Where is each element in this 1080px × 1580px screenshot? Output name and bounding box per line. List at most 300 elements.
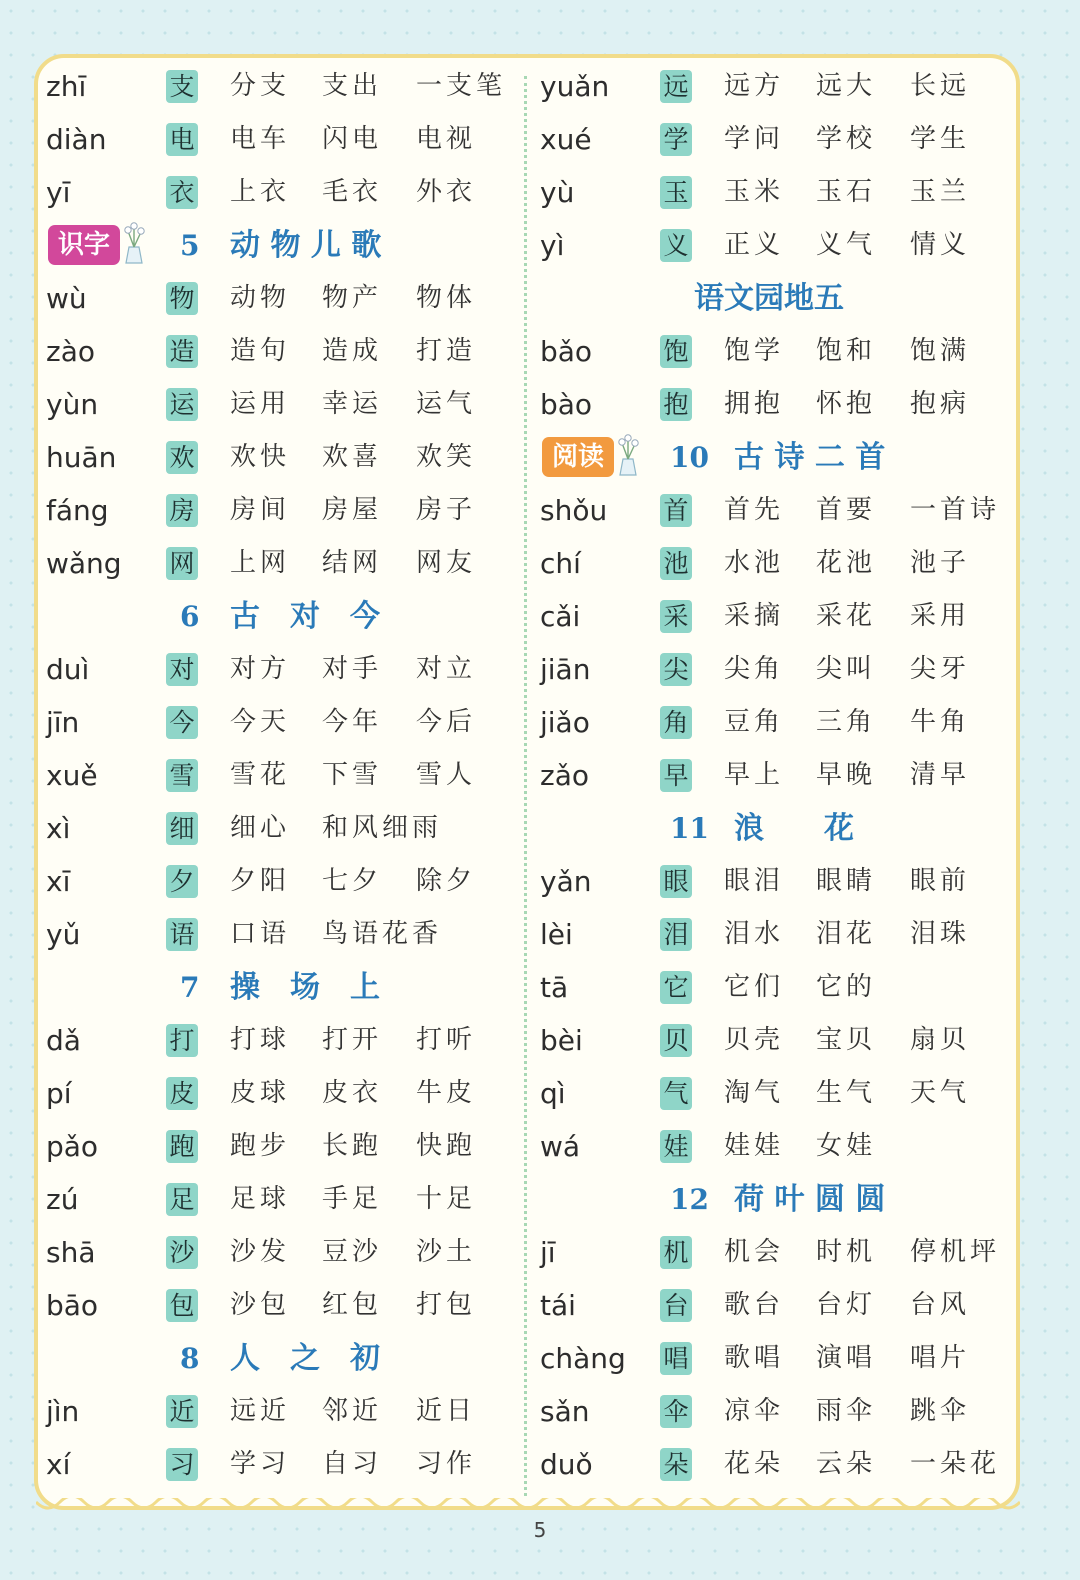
word: 它的 xyxy=(816,972,877,1002)
character-box: 衣 xyxy=(166,176,198,209)
character-box: 足 xyxy=(166,1183,198,1216)
character-box: 语 xyxy=(166,918,198,951)
word: 房间 xyxy=(230,495,291,525)
lesson-heading xyxy=(538,272,1006,325)
vocab-row xyxy=(538,590,1006,643)
word: 贝壳 xyxy=(724,1025,785,1055)
vocab-row xyxy=(44,60,512,113)
word: 扇贝 xyxy=(910,1025,971,1055)
word: 尖牙 xyxy=(910,654,971,684)
word: 采花 xyxy=(816,601,877,631)
vocab-row xyxy=(538,961,1006,1014)
vocab-row xyxy=(44,272,512,325)
vocab-row xyxy=(538,1438,1006,1491)
character-box: 池 xyxy=(660,547,692,580)
vocab-row xyxy=(44,696,512,749)
word: 清早 xyxy=(910,760,971,790)
word: 泪花 xyxy=(816,919,877,949)
word: 尖叫 xyxy=(816,654,877,684)
word: 欢快 xyxy=(230,442,291,472)
lesson-title: 操 场 上 xyxy=(230,970,380,1005)
character-box: 包 xyxy=(166,1289,198,1322)
word: 打开 xyxy=(322,1025,383,1055)
word: 牛皮 xyxy=(416,1078,477,1108)
word: 一支笔 xyxy=(416,71,507,101)
word: 造句 xyxy=(230,336,291,366)
vocab-row xyxy=(44,1279,512,1332)
word: 学问 xyxy=(724,124,785,154)
word: 夕阳 xyxy=(230,866,291,896)
word: 对立 xyxy=(416,654,477,684)
lesson-number: 10 xyxy=(670,441,709,474)
word: 豆沙 xyxy=(322,1237,383,1267)
character-box: 物 xyxy=(166,282,198,315)
vocab-row xyxy=(44,1385,512,1438)
character-box: 夕 xyxy=(166,865,198,898)
character-box: 抱 xyxy=(660,388,692,421)
word: 房屋 xyxy=(322,495,383,525)
character-box: 细 xyxy=(166,812,198,845)
character-box: 贝 xyxy=(660,1024,692,1057)
word: 运用 xyxy=(230,389,291,419)
vocab-row xyxy=(538,484,1006,537)
vocab-row xyxy=(538,378,1006,431)
word: 抱病 xyxy=(910,389,971,419)
word: 一朵花 xyxy=(910,1449,1001,1479)
word: 首先 xyxy=(724,495,785,525)
word: 豆角 xyxy=(724,707,785,737)
word: 跳伞 xyxy=(910,1396,971,1426)
word: 欢喜 xyxy=(322,442,383,472)
word: 三角 xyxy=(816,707,877,737)
word: 沙土 xyxy=(416,1237,477,1267)
pinyin: yǎn xyxy=(540,865,592,898)
vocab-row xyxy=(44,113,512,166)
vocab-row xyxy=(538,1120,1006,1173)
lesson-title: 荷 叶 圆 圆 xyxy=(734,1182,886,1217)
character-box: 房 xyxy=(166,494,198,527)
word: 上网 xyxy=(230,548,291,578)
word: 房子 xyxy=(416,495,477,525)
pinyin: yùn xyxy=(46,388,99,421)
lesson-number: 5 xyxy=(180,229,200,262)
word: 采用 xyxy=(910,601,971,631)
word: 手足 xyxy=(322,1184,383,1214)
lesson-number: 7 xyxy=(180,971,200,1004)
vocab-row xyxy=(538,643,1006,696)
word: 一首诗 xyxy=(910,495,1001,525)
vocab-row xyxy=(44,431,512,484)
character-box: 眼 xyxy=(660,865,692,898)
word: 花池 xyxy=(816,548,877,578)
word: 红包 xyxy=(322,1290,383,1320)
word: 鸟语花香 xyxy=(322,919,443,949)
pinyin: xī xyxy=(46,865,71,898)
word: 唱片 xyxy=(910,1343,971,1373)
word: 正义 xyxy=(724,230,785,260)
word: 早上 xyxy=(724,760,785,790)
lesson-title: 人 之 初 xyxy=(230,1341,380,1376)
vocab-row xyxy=(538,696,1006,749)
character-box: 采 xyxy=(660,600,692,633)
lesson-title: 语文园地五 xyxy=(694,281,844,316)
word: 皮衣 xyxy=(322,1078,383,1108)
lesson-title: 古 对 今 xyxy=(230,599,380,634)
pinyin: chàng xyxy=(540,1342,626,1375)
vocab-row xyxy=(44,378,512,431)
word: 邻近 xyxy=(322,1396,383,1426)
word: 远方 xyxy=(724,71,785,101)
lesson-title: 古 诗 二 首 xyxy=(734,440,886,475)
vocab-row xyxy=(44,855,512,908)
pinyin: pí xyxy=(46,1077,72,1110)
lesson-number: 6 xyxy=(180,600,200,633)
character-box: 机 xyxy=(660,1236,692,1269)
vocab-row xyxy=(538,113,1006,166)
character-box: 运 xyxy=(166,388,198,421)
word: 饱满 xyxy=(910,336,971,366)
pinyin: qì xyxy=(540,1077,566,1110)
word: 皮球 xyxy=(230,1078,291,1108)
pinyin: tā xyxy=(540,971,569,1004)
vocab-row xyxy=(44,1226,512,1279)
character-box: 尖 xyxy=(660,653,692,686)
vocab-row xyxy=(538,60,1006,113)
vocab-row xyxy=(538,1332,1006,1385)
word: 花朵 xyxy=(724,1449,785,1479)
word: 雪人 xyxy=(416,760,477,790)
pinyin: zào xyxy=(46,335,95,368)
pinyin: wǎng xyxy=(46,547,122,580)
pinyin: xí xyxy=(46,1448,71,1481)
pinyin: diàn xyxy=(46,123,107,156)
character-box: 唱 xyxy=(660,1342,692,1375)
character-box: 今 xyxy=(166,706,198,739)
word: 台风 xyxy=(910,1290,971,1320)
word: 支出 xyxy=(322,71,383,101)
word: 天气 xyxy=(910,1078,971,1108)
word: 早晚 xyxy=(816,760,877,790)
word: 眼前 xyxy=(910,866,971,896)
word: 沙发 xyxy=(230,1237,291,1267)
section-badge: 阅读 xyxy=(542,437,614,477)
word: 牛角 xyxy=(910,707,971,737)
pinyin: lèi xyxy=(540,918,573,951)
word: 下雪 xyxy=(322,760,383,790)
pinyin: duì xyxy=(46,653,90,686)
word: 远近 xyxy=(230,1396,291,1426)
pinyin: wá xyxy=(540,1130,581,1163)
section-badge: 识字 xyxy=(48,225,120,265)
word: 长跑 xyxy=(322,1131,383,1161)
word: 泪水 xyxy=(724,919,785,949)
word: 娃娃 xyxy=(724,1131,785,1161)
word: 台灯 xyxy=(816,1290,877,1320)
word: 今天 xyxy=(230,707,291,737)
word: 电视 xyxy=(416,124,477,154)
character-box: 伞 xyxy=(660,1395,692,1428)
word: 打球 xyxy=(230,1025,291,1055)
pinyin: xì xyxy=(46,812,71,845)
lesson-heading xyxy=(44,1332,512,1385)
word: 动物 xyxy=(230,283,291,313)
word: 自习 xyxy=(322,1449,383,1479)
pinyin: bào xyxy=(540,388,593,421)
lesson-heading xyxy=(538,431,1006,484)
word: 情义 xyxy=(910,230,971,260)
pinyin: jīn xyxy=(46,706,80,739)
vocab-row xyxy=(44,749,512,802)
right-column xyxy=(538,60,1006,1491)
word: 歌台 xyxy=(724,1290,785,1320)
word: 女娃 xyxy=(816,1131,877,1161)
bottom-wave-decoration xyxy=(36,1498,1020,1518)
word: 跑步 xyxy=(230,1131,291,1161)
pinyin: dǎ xyxy=(46,1024,81,1057)
word: 玉兰 xyxy=(910,177,971,207)
pinyin: zhī xyxy=(46,70,87,103)
pinyin: pǎo xyxy=(46,1130,99,1163)
vocab-row xyxy=(538,1067,1006,1120)
lesson-number: 12 xyxy=(670,1183,709,1216)
word: 快跑 xyxy=(416,1131,477,1161)
pinyin: duǒ xyxy=(540,1448,593,1481)
vocab-row xyxy=(538,325,1006,378)
pinyin: bǎo xyxy=(540,335,593,368)
word: 幸运 xyxy=(322,389,383,419)
word: 泪珠 xyxy=(910,919,971,949)
word: 上衣 xyxy=(230,177,291,207)
word: 淘气 xyxy=(724,1078,785,1108)
vocab-row xyxy=(44,908,512,961)
word: 造成 xyxy=(322,336,383,366)
word: 玉石 xyxy=(816,177,877,207)
word: 物产 xyxy=(322,283,383,313)
word: 外衣 xyxy=(416,177,477,207)
character-box: 网 xyxy=(166,547,198,580)
character-box: 玉 xyxy=(660,176,692,209)
word: 口语 xyxy=(230,919,291,949)
pinyin: huān xyxy=(46,441,117,474)
character-box: 朵 xyxy=(660,1448,692,1481)
vocab-row xyxy=(538,1279,1006,1332)
word: 结网 xyxy=(322,548,383,578)
vocab-row xyxy=(538,166,1006,219)
word: 十足 xyxy=(416,1184,477,1214)
word: 怀抱 xyxy=(816,389,877,419)
word: 首要 xyxy=(816,495,877,525)
word: 玉米 xyxy=(724,177,785,207)
pinyin: jī xyxy=(540,1236,556,1269)
word: 凉伞 xyxy=(724,1396,785,1426)
pinyin: tái xyxy=(540,1289,576,1322)
word: 机会 xyxy=(724,1237,785,1267)
vocab-row xyxy=(44,1438,512,1491)
word: 雪花 xyxy=(230,760,291,790)
vocab-row xyxy=(538,855,1006,908)
character-box: 远 xyxy=(660,70,692,103)
lesson-heading xyxy=(44,590,512,643)
word: 今后 xyxy=(416,707,477,737)
word: 眼睛 xyxy=(816,866,877,896)
pinyin: shā xyxy=(46,1236,96,1269)
word: 拥抱 xyxy=(724,389,785,419)
vocab-row xyxy=(538,749,1006,802)
word: 义气 xyxy=(816,230,877,260)
pinyin: zǎo xyxy=(540,759,589,792)
vocab-row xyxy=(44,1173,512,1226)
pinyin: zú xyxy=(46,1183,79,1216)
left-column xyxy=(44,60,512,1491)
word: 学习 xyxy=(230,1449,291,1479)
pinyin: shǒu xyxy=(540,494,608,527)
vocab-row xyxy=(538,537,1006,590)
word: 长远 xyxy=(910,71,971,101)
lesson-heading xyxy=(538,1173,1006,1226)
character-box: 义 xyxy=(660,229,692,262)
lesson-number: 8 xyxy=(180,1342,200,1375)
pinyin: yī xyxy=(46,176,71,209)
character-box: 角 xyxy=(660,706,692,739)
lesson-heading xyxy=(538,802,1006,855)
word: 习作 xyxy=(416,1449,477,1479)
word: 远大 xyxy=(816,71,877,101)
vocab-row xyxy=(44,1120,512,1173)
word: 对手 xyxy=(322,654,383,684)
word: 时机 xyxy=(816,1237,877,1267)
pinyin: yù xyxy=(540,176,575,209)
vocab-row xyxy=(538,1014,1006,1067)
word: 运气 xyxy=(416,389,477,419)
word: 欢笑 xyxy=(416,442,477,472)
word: 尖角 xyxy=(724,654,785,684)
word: 今年 xyxy=(322,707,383,737)
vocab-row xyxy=(44,166,512,219)
word: 沙包 xyxy=(230,1290,291,1320)
word: 对方 xyxy=(230,654,291,684)
word: 毛衣 xyxy=(322,177,383,207)
lesson-heading xyxy=(44,961,512,1014)
character-box: 习 xyxy=(166,1448,198,1481)
pinyin: yuǎn xyxy=(540,70,610,103)
vocab-row xyxy=(44,325,512,378)
character-box: 早 xyxy=(660,759,692,792)
word: 细心 xyxy=(230,813,291,843)
word: 停机坪 xyxy=(910,1237,1001,1267)
pinyin: bèi xyxy=(540,1024,583,1057)
character-box: 造 xyxy=(166,335,198,368)
word: 采摘 xyxy=(724,601,785,631)
word: 近日 xyxy=(416,1396,477,1426)
word: 宝贝 xyxy=(816,1025,877,1055)
pinyin: chí xyxy=(540,547,581,580)
lesson-number: 11 xyxy=(670,812,709,845)
word: 水池 xyxy=(724,548,785,578)
word: 打听 xyxy=(416,1025,477,1055)
vocab-row xyxy=(44,537,512,590)
word: 分支 xyxy=(230,71,291,101)
vocab-row xyxy=(538,1385,1006,1438)
character-box: 支 xyxy=(166,70,198,103)
vocab-row xyxy=(44,1014,512,1067)
character-box: 气 xyxy=(660,1077,692,1110)
word: 打造 xyxy=(416,336,477,366)
word: 它们 xyxy=(724,972,785,1002)
lesson-title: 动 物 儿 歌 xyxy=(230,228,382,263)
word: 歌唱 xyxy=(724,1343,785,1373)
word: 足球 xyxy=(230,1184,291,1214)
lesson-heading xyxy=(44,219,512,272)
pinyin: xuě xyxy=(46,759,98,792)
word: 除夕 xyxy=(416,866,477,896)
pinyin: cǎi xyxy=(540,600,581,633)
character-box: 皮 xyxy=(166,1077,198,1110)
page-number: 5 xyxy=(533,1518,547,1542)
vocab-row xyxy=(44,802,512,855)
word: 学校 xyxy=(816,124,877,154)
word: 电车 xyxy=(230,124,291,154)
vocab-row xyxy=(538,908,1006,961)
character-box: 对 xyxy=(166,653,198,686)
word: 饱学 xyxy=(724,336,785,366)
word: 眼泪 xyxy=(724,866,785,896)
flower-vase-icon xyxy=(116,221,152,265)
character-box: 近 xyxy=(166,1395,198,1428)
flower-vase-icon xyxy=(610,433,646,477)
character-box: 跑 xyxy=(166,1130,198,1163)
lesson-title: 浪 花 xyxy=(734,811,854,846)
word: 饱和 xyxy=(816,336,877,366)
character-box: 沙 xyxy=(166,1236,198,1269)
word: 物体 xyxy=(416,283,477,313)
pinyin: jìn xyxy=(46,1395,80,1428)
word: 雨伞 xyxy=(816,1396,877,1426)
character-box: 电 xyxy=(166,123,198,156)
word: 池子 xyxy=(910,548,971,578)
word: 演唱 xyxy=(816,1343,877,1373)
pinyin: jiǎo xyxy=(540,706,590,739)
word: 生气 xyxy=(816,1078,877,1108)
word: 打包 xyxy=(416,1290,477,1320)
character-box: 首 xyxy=(660,494,692,527)
character-box: 泪 xyxy=(660,918,692,951)
character-box: 它 xyxy=(660,971,692,1004)
vocab-row xyxy=(44,643,512,696)
vocab-row xyxy=(538,219,1006,272)
word: 云朵 xyxy=(816,1449,877,1479)
character-box: 欢 xyxy=(166,441,198,474)
pinyin: yì xyxy=(540,229,565,262)
character-box: 打 xyxy=(166,1024,198,1057)
character-box: 娃 xyxy=(660,1130,692,1163)
vocab-row xyxy=(44,1067,512,1120)
character-box: 学 xyxy=(660,123,692,156)
column-divider xyxy=(524,76,527,1496)
pinyin: bāo xyxy=(46,1289,99,1322)
vocab-row xyxy=(538,1226,1006,1279)
word: 闪电 xyxy=(322,124,383,154)
pinyin: fáng xyxy=(46,494,109,527)
word: 七夕 xyxy=(322,866,383,896)
pinyin: sǎn xyxy=(540,1395,590,1428)
word: 和风细雨 xyxy=(322,813,443,843)
character-box: 台 xyxy=(660,1289,692,1322)
character-box: 雪 xyxy=(166,759,198,792)
character-box: 饱 xyxy=(660,335,692,368)
word: 网友 xyxy=(416,548,477,578)
word: 学生 xyxy=(910,124,971,154)
pinyin: wù xyxy=(46,282,87,315)
